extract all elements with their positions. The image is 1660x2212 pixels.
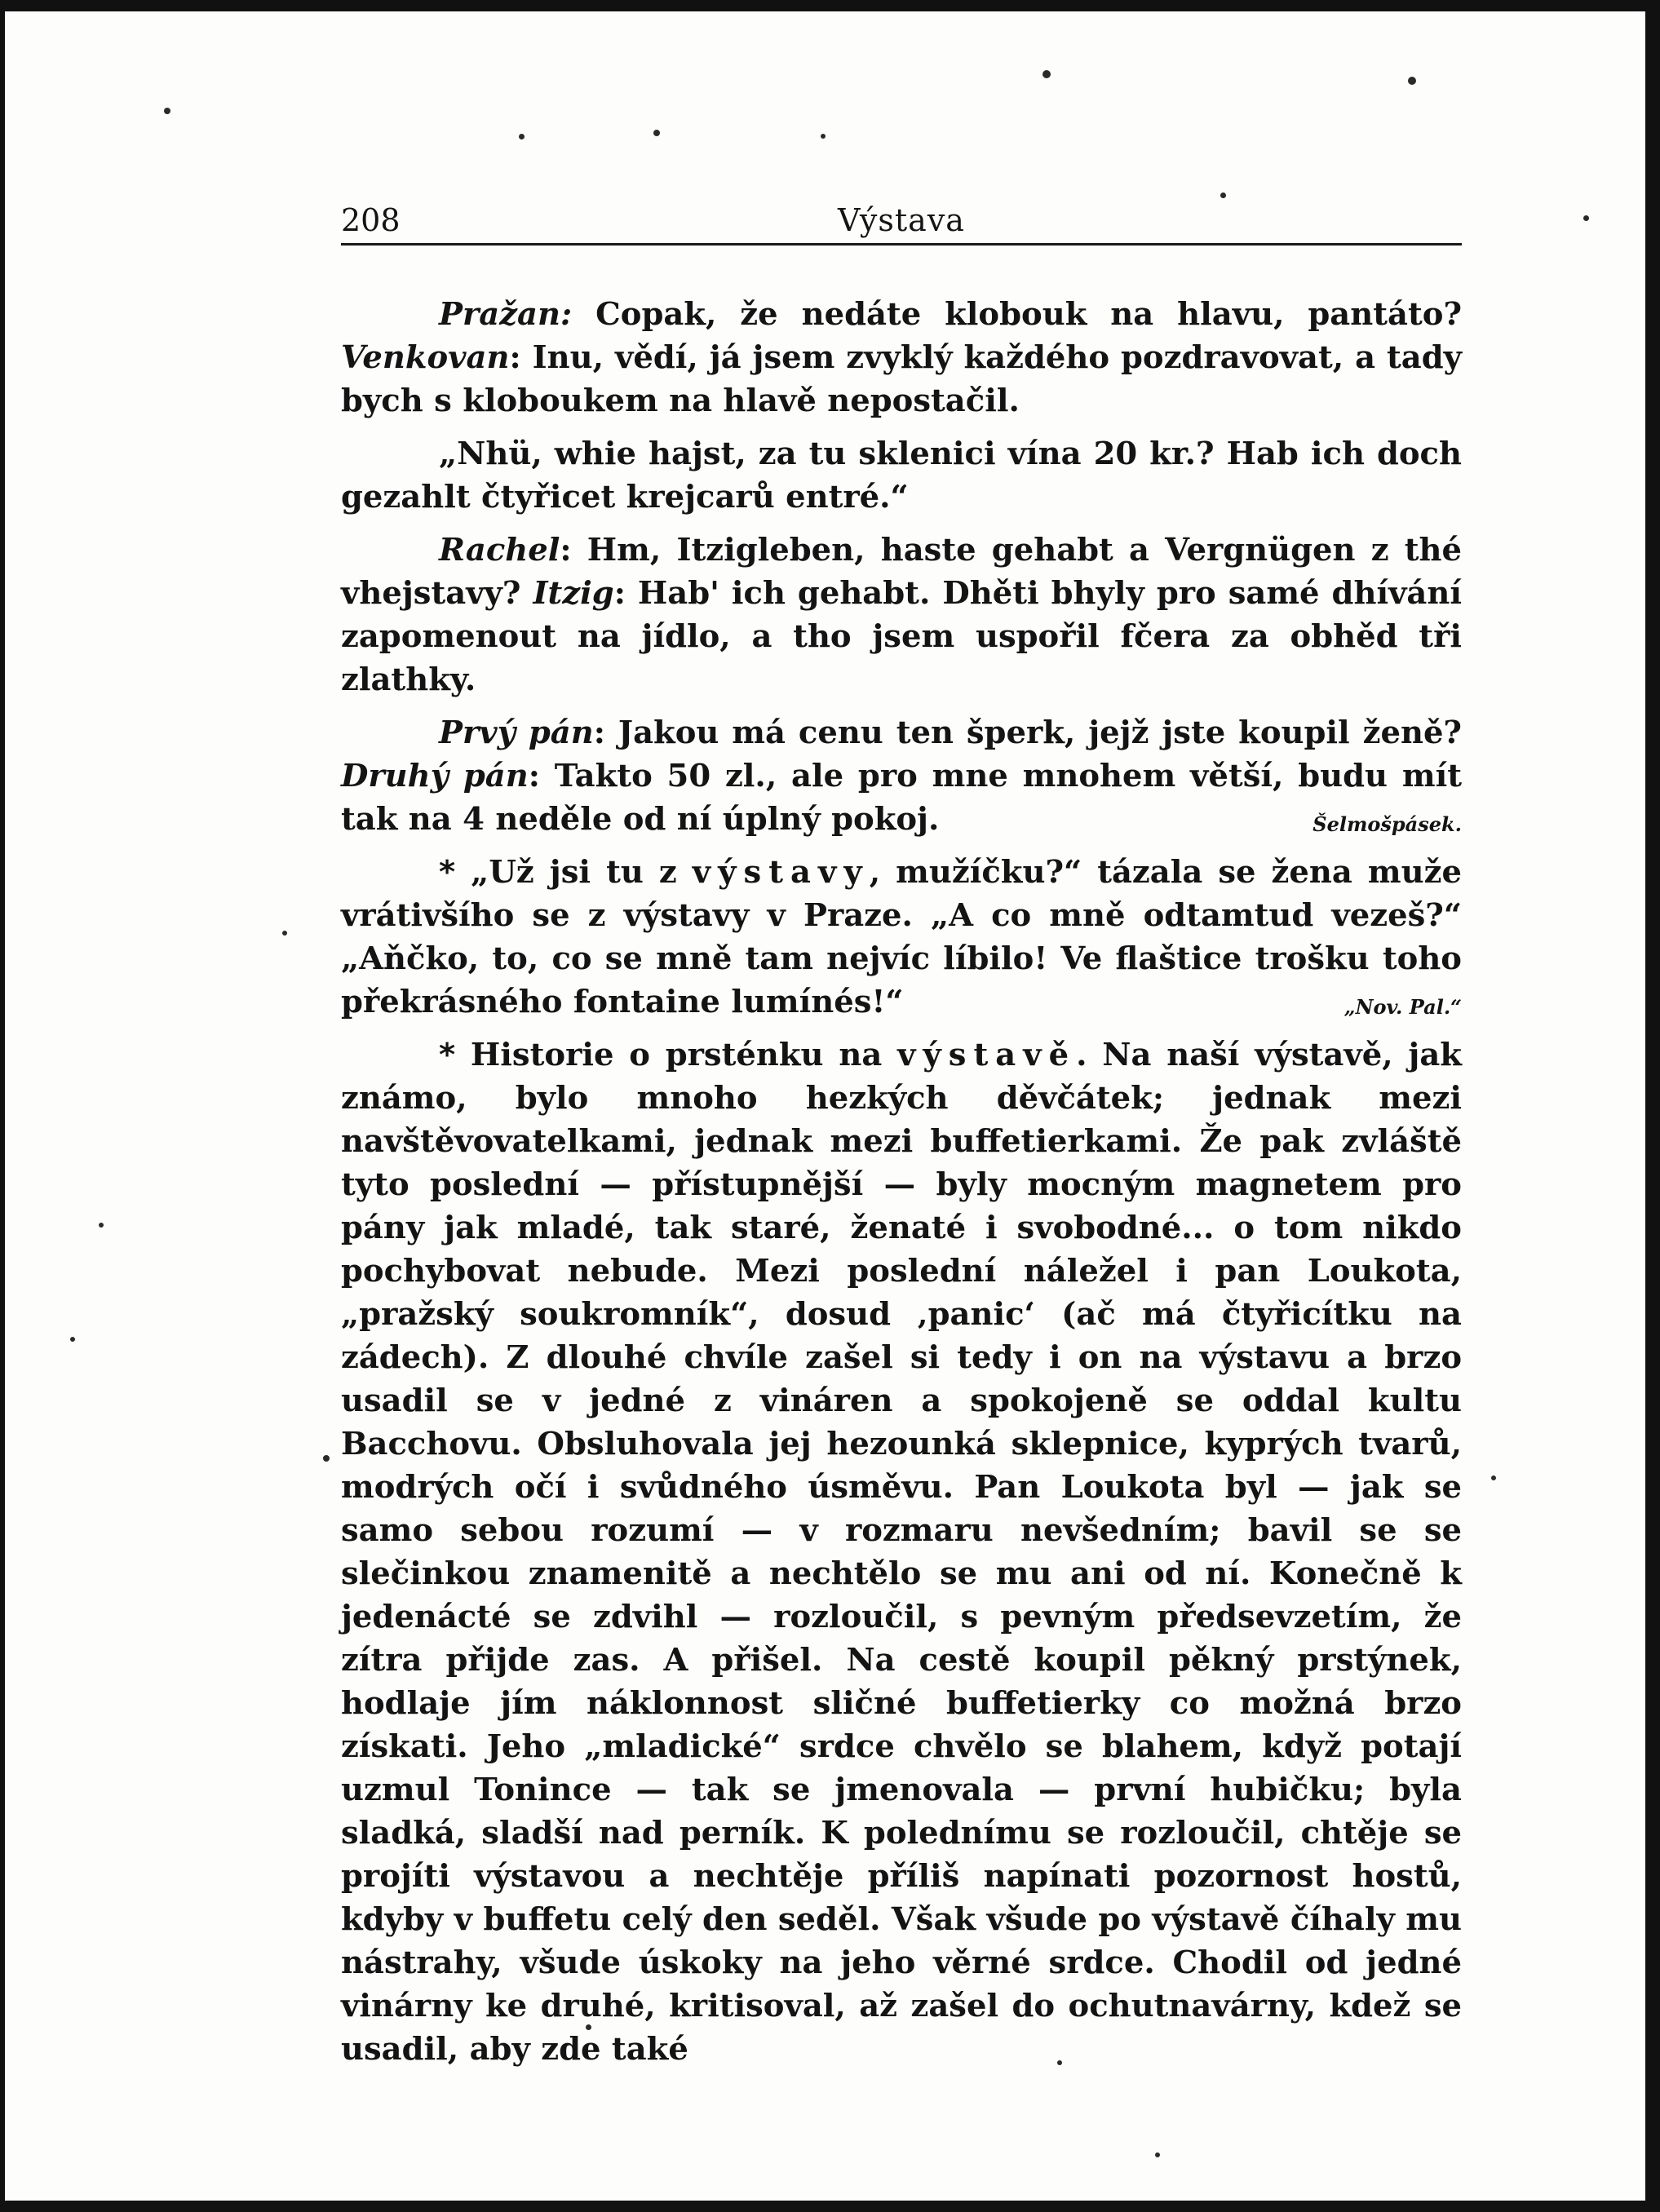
dialogue-text: : Takto 50 zl., ale pro mne mnohem větší, budu mít tak na 4 neděle od ní úplný pokoj.: [341, 758, 1462, 838]
scan-speck: [821, 134, 826, 139]
speaker-label: Venkovan: [341, 339, 510, 376]
speaker-label: Druhý pán: [341, 758, 529, 794]
running-header: [341, 192, 1462, 246]
scan-speck: [519, 134, 525, 139]
paragraph-sperk: [341, 711, 1462, 841]
paragraph-text: . Na naší výstavě, jak známo, bylo mnoho hezkých děvčátek; jednak mezi navštěvovatelkami, jednak mezi buffetierkami. Že pak zvláště tyto poslední — přístupnější — byly mocným magnetem pro pány jak mladé, tak staré, ženaté i svobodné... o tom nikdo pochybovat nebude. Mezi poslední náležel i pan Loukota, „pražský soukromník“, dosud ‚panic‘ (ač má čtyřicítku na zádech). Z dlouhé chvíle zašel si tedy i on na výstavu a brzo usadil se v jedné z vináren a spokojeně se oddal kultu Bacchovu. Obsluhovala jej hezounká sklepnice, kyprých tvarů, modrých očí i svůdného úsměvu. Pan Loukota byl — jak se samo sebou rozumí — v rozmaru nevšedním; bavil se se slečinkou znamenitě a nechtělo se mu ani od ní. Konečně k jedenácté se zdvihl — rozloučil, s pevným předsevzetím, že zítra přijde zas. A přišel. Na cestě koupil pěkný prstýnek, hodlaje jím náklonnost sličné buffetierky co možná brzo získati. Jeho „mladické“ srdce chvělo se blahem, když potají uzmul Tonince — tak se jmenovala — první hubičku; byla sladká, sladší nad perník. K polednímu se rozloučil, chtěje se projíti výstavou a nechtěje příliš napínati pozornost hostů, kdyby v buffetu celý den seděl. Však všude po výstavě číhaly mu nástrahy, všude úskoky na jeho věrné srdce. Chodil od jedné vinárny ke druhé, kritisoval, až zašel do ochutnavárny, kdež se usadil, aby zde také: [341, 1037, 1462, 2068]
scan-speck: [1583, 215, 1589, 221]
source-citation: Šelmošpásek.: [1313, 812, 1462, 836]
paragraph-text: „Už jsi tu z: [455, 854, 693, 891]
scan-speck: [653, 130, 660, 136]
page-number: 208: [341, 202, 401, 238]
speaker-label: Prvý pán: [439, 714, 594, 751]
source-citation: „Nov. Pal.“: [1343, 995, 1462, 1019]
paragraph-text: „Nhü, whie hajst, za tu sklenici vína 20 kr.? Hab ich doch gezahlt čtyřicet krejcarů entré.“: [341, 436, 1462, 515]
speaker-label: Rachel: [439, 532, 560, 568]
book-page: [341, 192, 1462, 2081]
dialogue-text: : Hab' ich gehabt. Dhěti bhyly pro samé dhívání zapomenout na jídlo, a tho jsem uspořil fčera za obhěd tři zlathky.: [341, 575, 1462, 698]
scan-speck: [323, 1455, 330, 1462]
speaker-label: Pražan:: [439, 296, 573, 333]
scan-speck: [70, 1337, 75, 1342]
scan-speck: [1491, 1475, 1496, 1480]
asterisk-mark: *: [439, 854, 456, 891]
scan-speck: [99, 1223, 104, 1228]
spaced-emphasis: výstavě: [897, 1037, 1077, 1073]
scan-speck: [164, 108, 170, 114]
body-text: [341, 293, 1462, 2071]
dialogue-text: : Inu, vědí, já jsem zvyklý každého pozdravovat, a tady bych s kloboukem na hlavě nepostačil.: [341, 339, 1462, 419]
dialogue-text: Copak, že nedáte klobouk na hlavu, pantáto?: [572, 296, 1462, 333]
dialogue-text: : Hm, Itzigleben, haste gehabt a Vergnügen z thé vhejstavy?: [341, 532, 1462, 612]
paragraph-text: Historie o prsténku na: [455, 1037, 898, 1073]
scan-speck: [282, 931, 287, 936]
scan-speck: [1042, 70, 1051, 78]
paragraph-prstenek: [341, 1033, 1462, 2071]
paragraph-text: , mužíčku?“ tázala se žena muže vrátivšího se z výstavy v Praze. „A co mně odtamtud vezeš?“ „Aňčko, to, co se mně tam nejvíc líbilo! Ve flaštice trošku toho překrásného fontaine lumínés!“: [341, 854, 1462, 1020]
paragraph-nhu: [341, 432, 1462, 519]
spaced-emphasis: výstavy: [692, 854, 870, 891]
asterisk-mark: *: [439, 1037, 456, 1073]
dialogue-text: : Jakou má cenu ten šperk, jejž jste koupil ženě?: [593, 714, 1462, 751]
paragraph-muzicku: [341, 851, 1462, 1024]
running-title: Výstava: [838, 202, 965, 238]
scan-speck: [1155, 2152, 1160, 2157]
scan-speck: [1408, 77, 1416, 85]
paragraph-prazan: [341, 293, 1462, 422]
paragraph-rachel: [341, 529, 1462, 701]
speaker-label: Itzig: [533, 575, 614, 612]
